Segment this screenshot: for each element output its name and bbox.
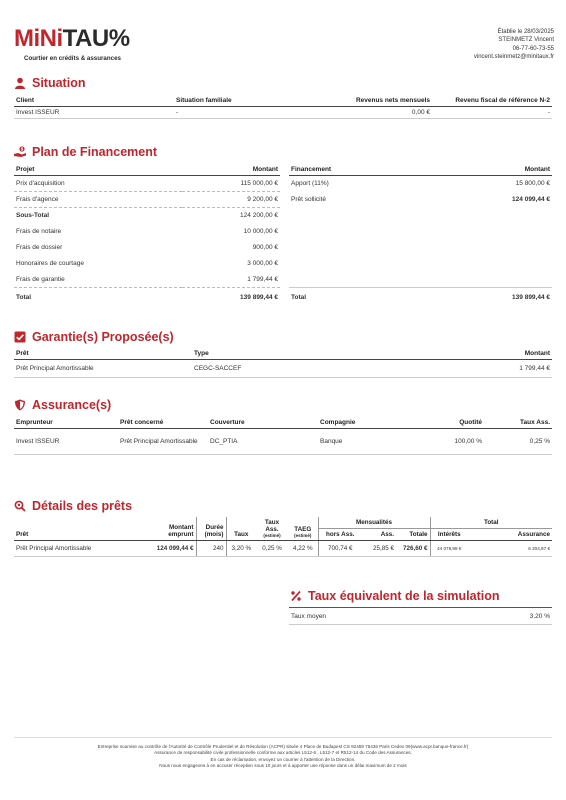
table-header-row bbox=[14, 95, 552, 107]
footer-line: Nous nous engageons à en accuser réception sous 10 jours et à apporter une réponse dans un délai maximum de 2 mois bbox=[159, 763, 407, 769]
taux-equivalent-table bbox=[289, 607, 552, 625]
cell-montant: 1 799,44 € bbox=[407, 360, 552, 378]
agent-email[interactable]: vincent.steinmetz@minitaux.fr bbox=[473, 53, 554, 60]
fin-value: 15 800,00 € bbox=[515, 180, 550, 188]
col-compagnie: Compagnie bbox=[318, 417, 418, 429]
table-row bbox=[289, 192, 552, 208]
situation-title-text: Situation bbox=[32, 76, 86, 90]
footer-line: Entreprise soumise au contrôle de l'Autorité de Contrôle Prudentiel et de Résolution (ACPR) située 4 Place de Budapest CS 92459 75436 Paris Cedex 09(www.acpr.banque-france.fr) bbox=[97, 744, 469, 749]
projet-table bbox=[14, 164, 280, 307]
section-title-situation bbox=[14, 76, 85, 90]
col-taux: Taux bbox=[226, 517, 256, 541]
taux-moyen-label: Taux moyen bbox=[289, 608, 451, 625]
col-hors-ass: hors Ass. bbox=[318, 529, 362, 541]
situation-table bbox=[14, 95, 552, 119]
table-row bbox=[14, 360, 552, 378]
tauxass-header-line2: Ass. bbox=[265, 526, 279, 533]
cell-assurance: 6 204,97 € bbox=[468, 541, 552, 557]
agent-name: STEINMETZ Vincent bbox=[498, 37, 554, 44]
logo-mini-text: MiNi bbox=[14, 25, 63, 52]
shield-icon bbox=[14, 399, 26, 411]
projet-label: Frais de notaire bbox=[16, 228, 62, 235]
col-taeg bbox=[288, 517, 318, 541]
cell-emprunteur: Invest ISSEUR bbox=[14, 429, 118, 455]
table-row bbox=[14, 240, 280, 256]
broker-contact-block bbox=[474, 28, 554, 61]
svg-text:$: $ bbox=[20, 146, 24, 152]
projet-value: 3 000,00 € bbox=[247, 260, 278, 267]
percent-icon bbox=[290, 590, 302, 602]
spacer-row bbox=[289, 208, 552, 288]
tauxass-header-line1: Taux bbox=[264, 519, 280, 526]
fin-total-value: 139 899,44 € bbox=[512, 293, 550, 301]
fin-value: 124 099,44 € bbox=[512, 196, 550, 203]
col-type: Type bbox=[192, 348, 407, 360]
table-header-row bbox=[289, 164, 552, 176]
magnifier-icon bbox=[14, 500, 26, 512]
projet-total-value: 139 899,44 € bbox=[240, 293, 278, 301]
fin-label: Apport (11%) bbox=[291, 180, 329, 188]
col-assurance: Assurance bbox=[468, 529, 552, 541]
projet-total-label: Total bbox=[16, 293, 32, 301]
col-montant: Montant bbox=[182, 164, 280, 176]
col-revenu-fiscal: Revenu fiscal de référence N-2 bbox=[432, 95, 552, 107]
col-revenus-nets: Revenus nets mensuels bbox=[284, 95, 432, 107]
col-montant: Montant bbox=[424, 164, 552, 176]
col-pret: Prêt bbox=[14, 348, 192, 360]
projet-label: Frais d'agence bbox=[14, 192, 182, 208]
taux-equivalent-title-text: Taux équivalent de la simulation bbox=[308, 589, 500, 603]
section-title-assurance bbox=[14, 398, 111, 412]
assurance-table bbox=[14, 417, 552, 455]
projet-label: Frais de dossier bbox=[16, 244, 63, 251]
montant-header-line1: Montant bbox=[169, 524, 194, 531]
cell-type: CEGC-SACCEF bbox=[192, 360, 407, 378]
cell-revenus-nets: 0,00 € bbox=[284, 107, 432, 119]
garantie-title-text: Garantie(s) Proposée(s) bbox=[32, 330, 174, 344]
duree-header-line1: Durée bbox=[205, 524, 224, 531]
col-total: Total bbox=[430, 517, 552, 529]
projet-label: Frais de garantie bbox=[14, 272, 182, 288]
table-header-row bbox=[14, 164, 280, 176]
table-header-row-top bbox=[14, 517, 552, 529]
cell-taux-ass: 0,25 % bbox=[484, 429, 552, 455]
table-row bbox=[14, 208, 280, 224]
col-emprunteur: Emprunteur bbox=[14, 417, 118, 429]
fin-label: Prêt sollicité bbox=[291, 196, 327, 203]
projet-value: 115 000,00 € bbox=[182, 176, 280, 192]
projet-value: 900,00 € bbox=[252, 244, 278, 251]
cell-client: Invest ISSEUR bbox=[14, 107, 174, 119]
table-row bbox=[14, 224, 280, 240]
col-duree bbox=[196, 517, 226, 541]
col-pret: Prêt bbox=[14, 517, 134, 541]
checkbox-icon bbox=[14, 331, 26, 343]
cell-hors-ass: 700,74 € bbox=[318, 541, 362, 557]
cell-pret-concerne: Prêt Principal Amortissable bbox=[118, 429, 208, 455]
projet-value: 9 200,00 € bbox=[182, 192, 280, 208]
duree-header-line2: (mois) bbox=[204, 531, 224, 538]
table-total-row bbox=[14, 288, 280, 307]
col-montant: Montant bbox=[407, 348, 552, 360]
table-row bbox=[14, 429, 552, 455]
section-title-financement bbox=[14, 145, 157, 159]
projet-value: 10 000,00 € bbox=[243, 228, 278, 235]
cell-compagnie: Banque bbox=[318, 429, 418, 455]
table-row bbox=[14, 272, 280, 288]
taeg-header-line1: TAEG bbox=[294, 526, 312, 533]
agent-phone: 06-77-60-73-55 bbox=[512, 45, 554, 52]
cell-montant: 124 099,44 € bbox=[134, 541, 196, 557]
cell-situation-familiale: - bbox=[174, 107, 284, 119]
col-couverture: Couverture bbox=[208, 417, 318, 429]
cell-pret: Prêt Principal Amortissable bbox=[14, 541, 134, 557]
col-taux-ass bbox=[256, 517, 288, 541]
col-quotite: Quotité bbox=[418, 417, 484, 429]
page-header bbox=[14, 26, 554, 70]
section-title-taux-equivalent bbox=[290, 589, 499, 603]
established-date: Établie le 28/03/2025 bbox=[497, 29, 554, 35]
col-ass: Ass. bbox=[362, 529, 396, 541]
cell-totale: 726,60 € bbox=[396, 541, 430, 557]
cell-interets: 44 078,98 € bbox=[430, 541, 468, 557]
cell-taux: 3,20 % bbox=[226, 541, 256, 557]
montant-header-line2: emprunt bbox=[168, 531, 194, 538]
projet-value: 1 799,44 € bbox=[182, 272, 280, 288]
table-row bbox=[289, 176, 552, 192]
cell-taeg: 4,22 % bbox=[288, 541, 318, 557]
cell-couverture: DC_PTIA bbox=[208, 429, 318, 455]
projet-label: Sous-Total bbox=[16, 212, 50, 220]
col-pret-concerne: Prêt concerné bbox=[118, 417, 208, 429]
fin-total-label: Total bbox=[291, 293, 307, 301]
col-totale: Totale bbox=[396, 529, 430, 541]
table-row bbox=[289, 608, 552, 625]
user-icon bbox=[14, 77, 26, 89]
footer-line: Assurance de responsabilité civile professionnelle conforme aux articles L512-6 , L512-7 et R512-14 du Code des Assurances. bbox=[154, 750, 412, 756]
col-interets: Intérêts bbox=[430, 529, 468, 541]
col-financement: Financement bbox=[289, 164, 424, 176]
col-client: Client bbox=[14, 95, 174, 107]
cell-duree: 240 bbox=[196, 541, 226, 557]
cell-quotite: 100,00 % bbox=[418, 429, 484, 455]
table-header-row bbox=[14, 348, 552, 360]
taeg-header-line2: (estimé) bbox=[294, 533, 312, 538]
taux-moyen-value: 3.20 % bbox=[451, 608, 552, 625]
garantie-table bbox=[14, 348, 552, 378]
projet-label: Prix d'acquisition bbox=[14, 176, 182, 192]
table-header-row bbox=[14, 417, 552, 429]
prets-table bbox=[14, 517, 552, 557]
section-title-garantie bbox=[14, 330, 174, 344]
logo-tagline: Courtier en crédits & assurances bbox=[24, 55, 121, 62]
table-row bbox=[14, 256, 280, 272]
projet-value: 124 200,00 € bbox=[240, 212, 278, 220]
assurance-title-text: Assurance(s) bbox=[32, 398, 112, 412]
table-row bbox=[14, 176, 280, 192]
table-row bbox=[14, 107, 552, 119]
cell-taux-ass: 0,25 % bbox=[256, 541, 288, 557]
legal-footer bbox=[14, 737, 552, 770]
col-montant-emprunt bbox=[134, 517, 196, 541]
financement-title-text: Plan de Financement bbox=[32, 145, 158, 159]
col-projet: Projet bbox=[14, 164, 182, 176]
table-row bbox=[14, 192, 280, 208]
table-total-row bbox=[289, 288, 552, 307]
logo-taux-text: TAU% bbox=[62, 25, 130, 52]
cell-revenu-fiscal: - bbox=[432, 107, 552, 119]
cell-pret: Prêt Principal Amortissable bbox=[14, 360, 192, 378]
footer-line: En cas de réclamation, envoyez un courrier à l'attention de la Direction. bbox=[210, 756, 356, 762]
financement-table bbox=[289, 164, 552, 307]
cell-ass: 25,85 € bbox=[362, 541, 396, 557]
col-taux-ass: Taux Ass. bbox=[484, 417, 552, 429]
table-row bbox=[14, 541, 552, 557]
tauxass-header-line3: (estimé) bbox=[263, 533, 281, 538]
projet-label: Honoraires de courtage bbox=[16, 260, 84, 267]
prets-title-text: Détails des prêts bbox=[32, 499, 133, 513]
section-title-prets bbox=[14, 499, 132, 513]
money-hand-icon bbox=[14, 146, 26, 158]
col-situation-familiale: Situation familiale bbox=[174, 95, 284, 107]
col-mensualites: Mensualités bbox=[318, 517, 430, 529]
minitaux-logo bbox=[14, 26, 130, 52]
